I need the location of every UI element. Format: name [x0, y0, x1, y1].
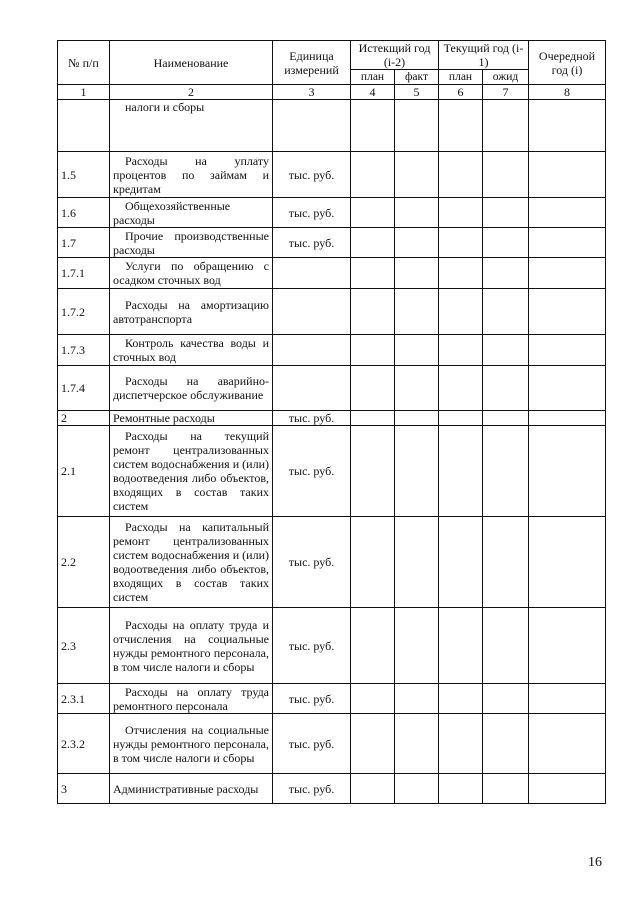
row-number: 1.5 — [58, 152, 110, 198]
header-expired-year: Истекщий год (i-2) — [351, 41, 439, 70]
value-cell — [351, 335, 395, 366]
row-number: 3 — [58, 774, 110, 804]
value-cell — [529, 608, 606, 684]
row-name: Расходы на оплату труда и отчисления на социальные нужды ремонтного персонала, в том числе налоги и сборы — [110, 608, 273, 684]
value-cell — [483, 335, 529, 366]
value-cell — [351, 366, 395, 411]
value-cell — [395, 714, 439, 774]
row-unit: тыс. руб. — [273, 774, 351, 804]
row-unit: тыс. руб. — [273, 228, 351, 258]
value-cell — [529, 228, 606, 258]
row-unit: тыс. руб. — [273, 608, 351, 684]
value-cell — [483, 426, 529, 517]
row-name: Услуги по обращению с осадком сточных вод — [110, 258, 273, 289]
row-unit: тыс. руб. — [273, 426, 351, 517]
header-next-year: Очередной год (i) — [529, 41, 606, 85]
row-number: 2 — [58, 411, 110, 426]
value-cell — [395, 258, 439, 289]
row-number: 1.7.2 — [58, 289, 110, 335]
table-row — [58, 608, 606, 684]
row-unit — [273, 258, 351, 289]
value-cell — [395, 684, 439, 714]
row-unit: тыс. руб. — [273, 714, 351, 774]
value-cell — [529, 366, 606, 411]
row-name: Общехозяйственные расходы — [110, 198, 273, 228]
row-unit — [273, 335, 351, 366]
row-number: 1.7.3 — [58, 335, 110, 366]
row-name: Контроль качества воды и сточных вод — [110, 335, 273, 366]
value-cell — [351, 258, 395, 289]
table-row — [58, 411, 606, 426]
value-cell — [395, 198, 439, 228]
row-number: 2.3 — [58, 608, 110, 684]
index-cell: 8 — [529, 85, 606, 100]
value-cell — [395, 608, 439, 684]
row-unit: тыс. руб. — [273, 517, 351, 608]
header-num: № п/п — [58, 41, 110, 85]
index-cell: 5 — [395, 85, 439, 100]
value-cell — [439, 774, 483, 804]
table-row — [58, 774, 606, 804]
row-name: Расходы на текущий ремонт централизованных систем водоснабжения и (или) водоотведения либо объектов, входящих в состав таких систем — [110, 426, 273, 517]
index-cell: 7 — [483, 85, 529, 100]
table-row — [58, 684, 606, 714]
header-plan: план — [351, 70, 395, 85]
value-cell — [351, 228, 395, 258]
value-cell — [395, 366, 439, 411]
header-plan-current: план — [439, 70, 483, 85]
value-cell — [529, 289, 606, 335]
value-cell — [483, 228, 529, 258]
row-name: Расходы на уплату процентов по займам и кредитам — [110, 152, 273, 198]
row-number: 1.7 — [58, 228, 110, 258]
value-cell — [351, 426, 395, 517]
value-cell — [483, 411, 529, 426]
row-unit — [273, 289, 351, 335]
value-cell — [395, 228, 439, 258]
row-name: Расходы на амортизацию автотранспорта — [110, 289, 273, 335]
header-current-year: Текущий год (i-1) — [439, 41, 529, 70]
header-expected: ожид — [483, 70, 529, 85]
value-cell — [351, 100, 395, 152]
row-number: 1.7.1 — [58, 258, 110, 289]
row-name: Расходы на капитальный ремонт централизованных систем водоснабжения и (или) водоотведения либо объектов, входящих в состав таких систем — [110, 517, 273, 608]
value-cell — [529, 152, 606, 198]
value-cell — [351, 152, 395, 198]
table-row — [58, 258, 606, 289]
row-number — [58, 100, 110, 152]
row-name: Отчисления на социальные нужды ремонтного персонала, в том числе налоги и сборы — [110, 714, 273, 774]
row-unit — [273, 100, 351, 152]
value-cell — [529, 714, 606, 774]
row-unit — [273, 366, 351, 411]
row-name: Ремонтные расходы — [110, 411, 273, 426]
row-name: Прочие производственные расходы — [110, 228, 273, 258]
table-row — [58, 100, 606, 152]
row-name: Расходы на аварийно-диспетчерское обслуживание — [110, 366, 273, 411]
row-unit: тыс. руб. — [273, 411, 351, 426]
value-cell — [483, 258, 529, 289]
value-cell — [529, 426, 606, 517]
value-cell — [483, 517, 529, 608]
table-row — [58, 198, 606, 228]
value-cell — [395, 100, 439, 152]
value-cell — [351, 684, 395, 714]
table-row — [58, 517, 606, 608]
value-cell — [439, 426, 483, 517]
row-number: 1.7.4 — [58, 366, 110, 411]
row-name: Расходы на оплату труда ремонтного персонала — [110, 684, 273, 714]
table-row — [58, 152, 606, 198]
index-cell: 1 — [58, 85, 110, 100]
value-cell — [351, 608, 395, 684]
row-number: 2.2 — [58, 517, 110, 608]
row-unit: тыс. руб. — [273, 152, 351, 198]
value-cell — [439, 714, 483, 774]
header-fact: факт — [395, 70, 439, 85]
value-cell — [439, 100, 483, 152]
header-unit: Единица измерений — [273, 41, 351, 85]
value-cell — [529, 198, 606, 228]
value-cell — [439, 335, 483, 366]
value-cell — [439, 198, 483, 228]
value-cell — [351, 289, 395, 335]
value-cell — [483, 774, 529, 804]
value-cell — [395, 411, 439, 426]
value-cell — [439, 411, 483, 426]
page-number: 16 — [588, 855, 602, 870]
table-row — [58, 426, 606, 517]
index-cell: 3 — [273, 85, 351, 100]
value-cell — [529, 684, 606, 714]
value-cell — [351, 411, 395, 426]
value-cell — [395, 152, 439, 198]
value-cell — [483, 366, 529, 411]
row-name: налоги и сборы — [110, 100, 273, 152]
tariff-cost-table — [57, 40, 606, 804]
value-cell — [439, 289, 483, 335]
value-cell — [439, 517, 483, 608]
value-cell — [483, 198, 529, 228]
value-cell — [395, 426, 439, 517]
value-cell — [529, 774, 606, 804]
value-cell — [483, 714, 529, 774]
index-cell: 4 — [351, 85, 395, 100]
row-unit: тыс. руб. — [273, 198, 351, 228]
value-cell — [439, 684, 483, 714]
value-cell — [351, 198, 395, 228]
row-number: 2.1 — [58, 426, 110, 517]
value-cell — [439, 366, 483, 411]
index-cell: 2 — [110, 85, 273, 100]
value-cell — [439, 152, 483, 198]
value-cell — [483, 684, 529, 714]
row-unit: тыс. руб. — [273, 684, 351, 714]
value-cell — [439, 228, 483, 258]
value-cell — [529, 258, 606, 289]
table-row — [58, 228, 606, 258]
table-row — [58, 714, 606, 774]
value-cell — [529, 100, 606, 152]
value-cell — [395, 774, 439, 804]
row-number: 1.6 — [58, 198, 110, 228]
value-cell — [439, 258, 483, 289]
row-number: 2.3.1 — [58, 684, 110, 714]
table-row — [58, 289, 606, 335]
index-cell: 6 — [439, 85, 483, 100]
value-cell — [395, 289, 439, 335]
row-name: Административные расходы — [110, 774, 273, 804]
value-cell — [483, 152, 529, 198]
value-cell — [483, 100, 529, 152]
header-name: Наименование — [110, 41, 273, 85]
value-cell — [351, 774, 395, 804]
value-cell — [483, 608, 529, 684]
value-cell — [529, 517, 606, 608]
value-cell — [439, 608, 483, 684]
value-cell — [395, 517, 439, 608]
value-cell — [529, 335, 606, 366]
value-cell — [395, 335, 439, 366]
value-cell — [351, 714, 395, 774]
value-cell — [351, 517, 395, 608]
value-cell — [483, 289, 529, 335]
table-row — [58, 335, 606, 366]
row-number: 2.3.2 — [58, 714, 110, 774]
value-cell — [529, 411, 606, 426]
column-index-row — [58, 85, 606, 100]
table-row — [58, 366, 606, 411]
